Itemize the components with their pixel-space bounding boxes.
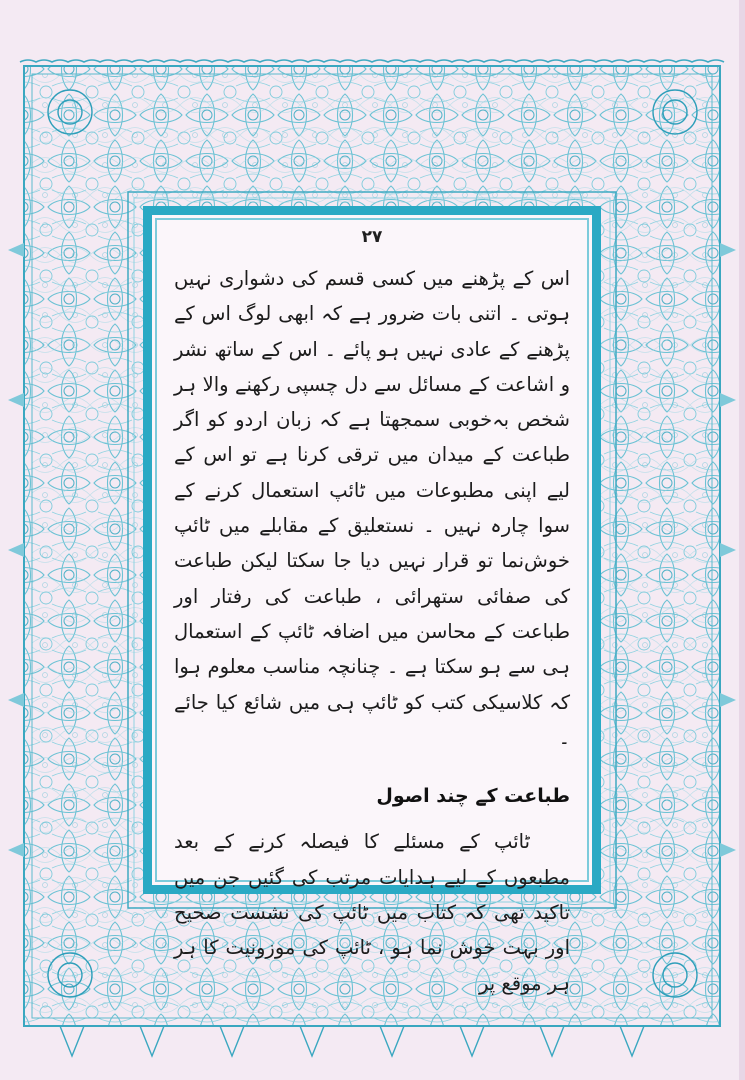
paragraph-1: اس کے پڑھنے میں کسی قسم کی دشواری نہیں ہوتی ۔ اتنی بات ضرور ہے کہ ابھی لوگ اس کے پڑھنے کے عادی نہیں ہو پائے ۔ اس کے ساتھ نشر و اشاعت کے مسائل سے دل چسپی رکھنے والا ہر شخص بہ‌خوبی سمجھتا ہے کہ زبان اردو کو اگر طباعت کے میدان میں ترقی کرنا ہے تو اس کے لیے اپنی مطبوعات میں ٹائپ استعمال کرنے کے سوا چارہ نہیں ۔ نستعلیق کے مقابلے میں ٹائپ خوش‌نما تو قرار نہیں دیا جا سکتا لیکن طباعت کی صفائی ستھرائی ، طباعت کی رفتار اور طباعت کے محاسن میں اضافہ ٹائپ کے استعمال ہی سے ہو سکتا ہے ۔ چنانچہ مناسب معلوم ہوا کہ کلاسیکی کتب کو ٹائپ ہی میں شائع کیا جائے ۔ xyxy=(174,267,570,749)
paragraph-2 xyxy=(174,824,570,1000)
paragraph-2-text: ٹائپ کے مسئلے کا فیصلہ کرنے کے بعد مطبعوں کے لیے ہدایات مرتب کی گئیں جن میں تاکید تھی کہ کتاب میں ٹائپ کی نشست صحیح اور بہت خوش نما ہو ، ٹائپ کی موزونیت کا ہر ہر موقع پر xyxy=(174,830,570,995)
page-number: ۲۷ xyxy=(361,227,383,247)
text-panel xyxy=(143,206,601,995)
body-text xyxy=(174,261,570,1001)
section-heading: طباعت کے چند اصول xyxy=(376,785,570,808)
